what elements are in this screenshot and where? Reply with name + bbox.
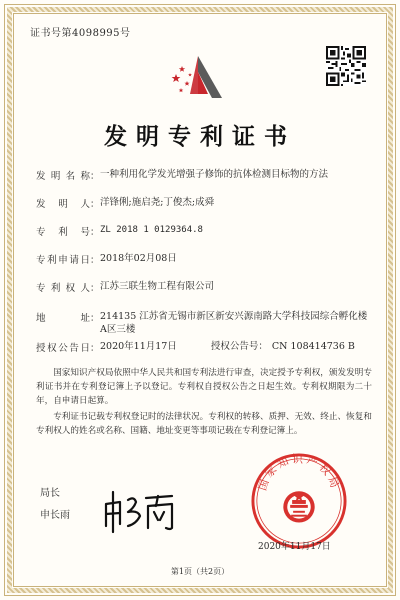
announcement-number: CN 108414736 B [271, 341, 355, 352]
qr-code-icon [326, 46, 366, 86]
page-footer: 第1页（共2页） [170, 567, 230, 576]
field-value: 214135 江苏省无锡市新区新安兴源南路大学科技园综合孵化楼A区三楼 [100, 311, 368, 335]
svg-text:国家知识产权局: 国家知识产权局 [255, 452, 343, 493]
field-label: 专利权人 [36, 283, 90, 294]
field-value: 一种利用化学发光增强子修饰的抗体检测目标物的方法 [100, 169, 329, 180]
field-value: 2018年02月08日 [100, 253, 177, 264]
field-value: 2020年11月17日 [100, 341, 177, 352]
cnipa-seal-icon [250, 452, 348, 550]
certificate-number: 证书号第4098995号 [30, 28, 131, 39]
field-invention-name: 发明名称 ： 一种利用化学发光增强子修饰的抗体检测目标物的方法 [36, 168, 374, 182]
field-patentee: 专利权人 ： 江苏三联生物工程有限公司 [36, 280, 374, 294]
notice-paragraph-1: 国家知识产权局依照中华人民共和国专利法进行审查，决定授予专利权，颁发发明专利证书并在专利登记簿上予以登记。专利权自授权公告之日起生效。专利权期限为二十年，自申请日起算。 [36, 368, 372, 406]
field-label: 授权公告日 [36, 343, 90, 354]
director-signature [100, 486, 180, 536]
field-value: 江苏三联生物工程有限公司 [100, 281, 215, 292]
field-value: ZL 2018 1 0129364.8 [100, 225, 203, 235]
field-label: 发明名称 [36, 171, 90, 182]
notice-paragraph-2: 专利证书记载专利权登记时的法律状况。专利权的转移、质押、无效、终止、恢复和专利权人的姓名或名称、国籍、地址变更等事项记载在专利登记簿上。 [36, 412, 372, 436]
field-label: 专利号 [36, 227, 90, 238]
director-title: 局长 [40, 488, 60, 499]
director-name: 申长雨 [40, 510, 70, 521]
announcement-label: 授权公告号： [210, 341, 268, 352]
field-grant-date: 授权公告日 ： 2020年11月17日 授权公告号： CN 108414736 B [36, 341, 355, 354]
field-value: 洋锋俐;施启尧;丁俊杰;成舜 [100, 197, 215, 208]
field-label: 专利申请日 [36, 255, 90, 266]
field-label: 发明人 [36, 199, 90, 210]
field-address: 地址 ： 214135 江苏省无锡市新区新安兴源南路大学科技园综合孵化楼A区三楼 [36, 310, 374, 336]
grant-date-stamp: 2020年11月17日 [258, 542, 331, 552]
field-patent-number: 专利号 ： ZL 2018 1 0129364.8 [36, 224, 374, 238]
certificate-title: 发明专利证书 [104, 123, 296, 150]
field-label: 地址 [36, 313, 90, 324]
field-filing-date: 专利申请日 ： 2018年02月08日 [36, 252, 374, 266]
field-inventors: 发明人 ： 洋锋俐;施启尧;丁俊杰;成舜 [36, 196, 374, 210]
cnipa-logo-icon [168, 54, 228, 102]
